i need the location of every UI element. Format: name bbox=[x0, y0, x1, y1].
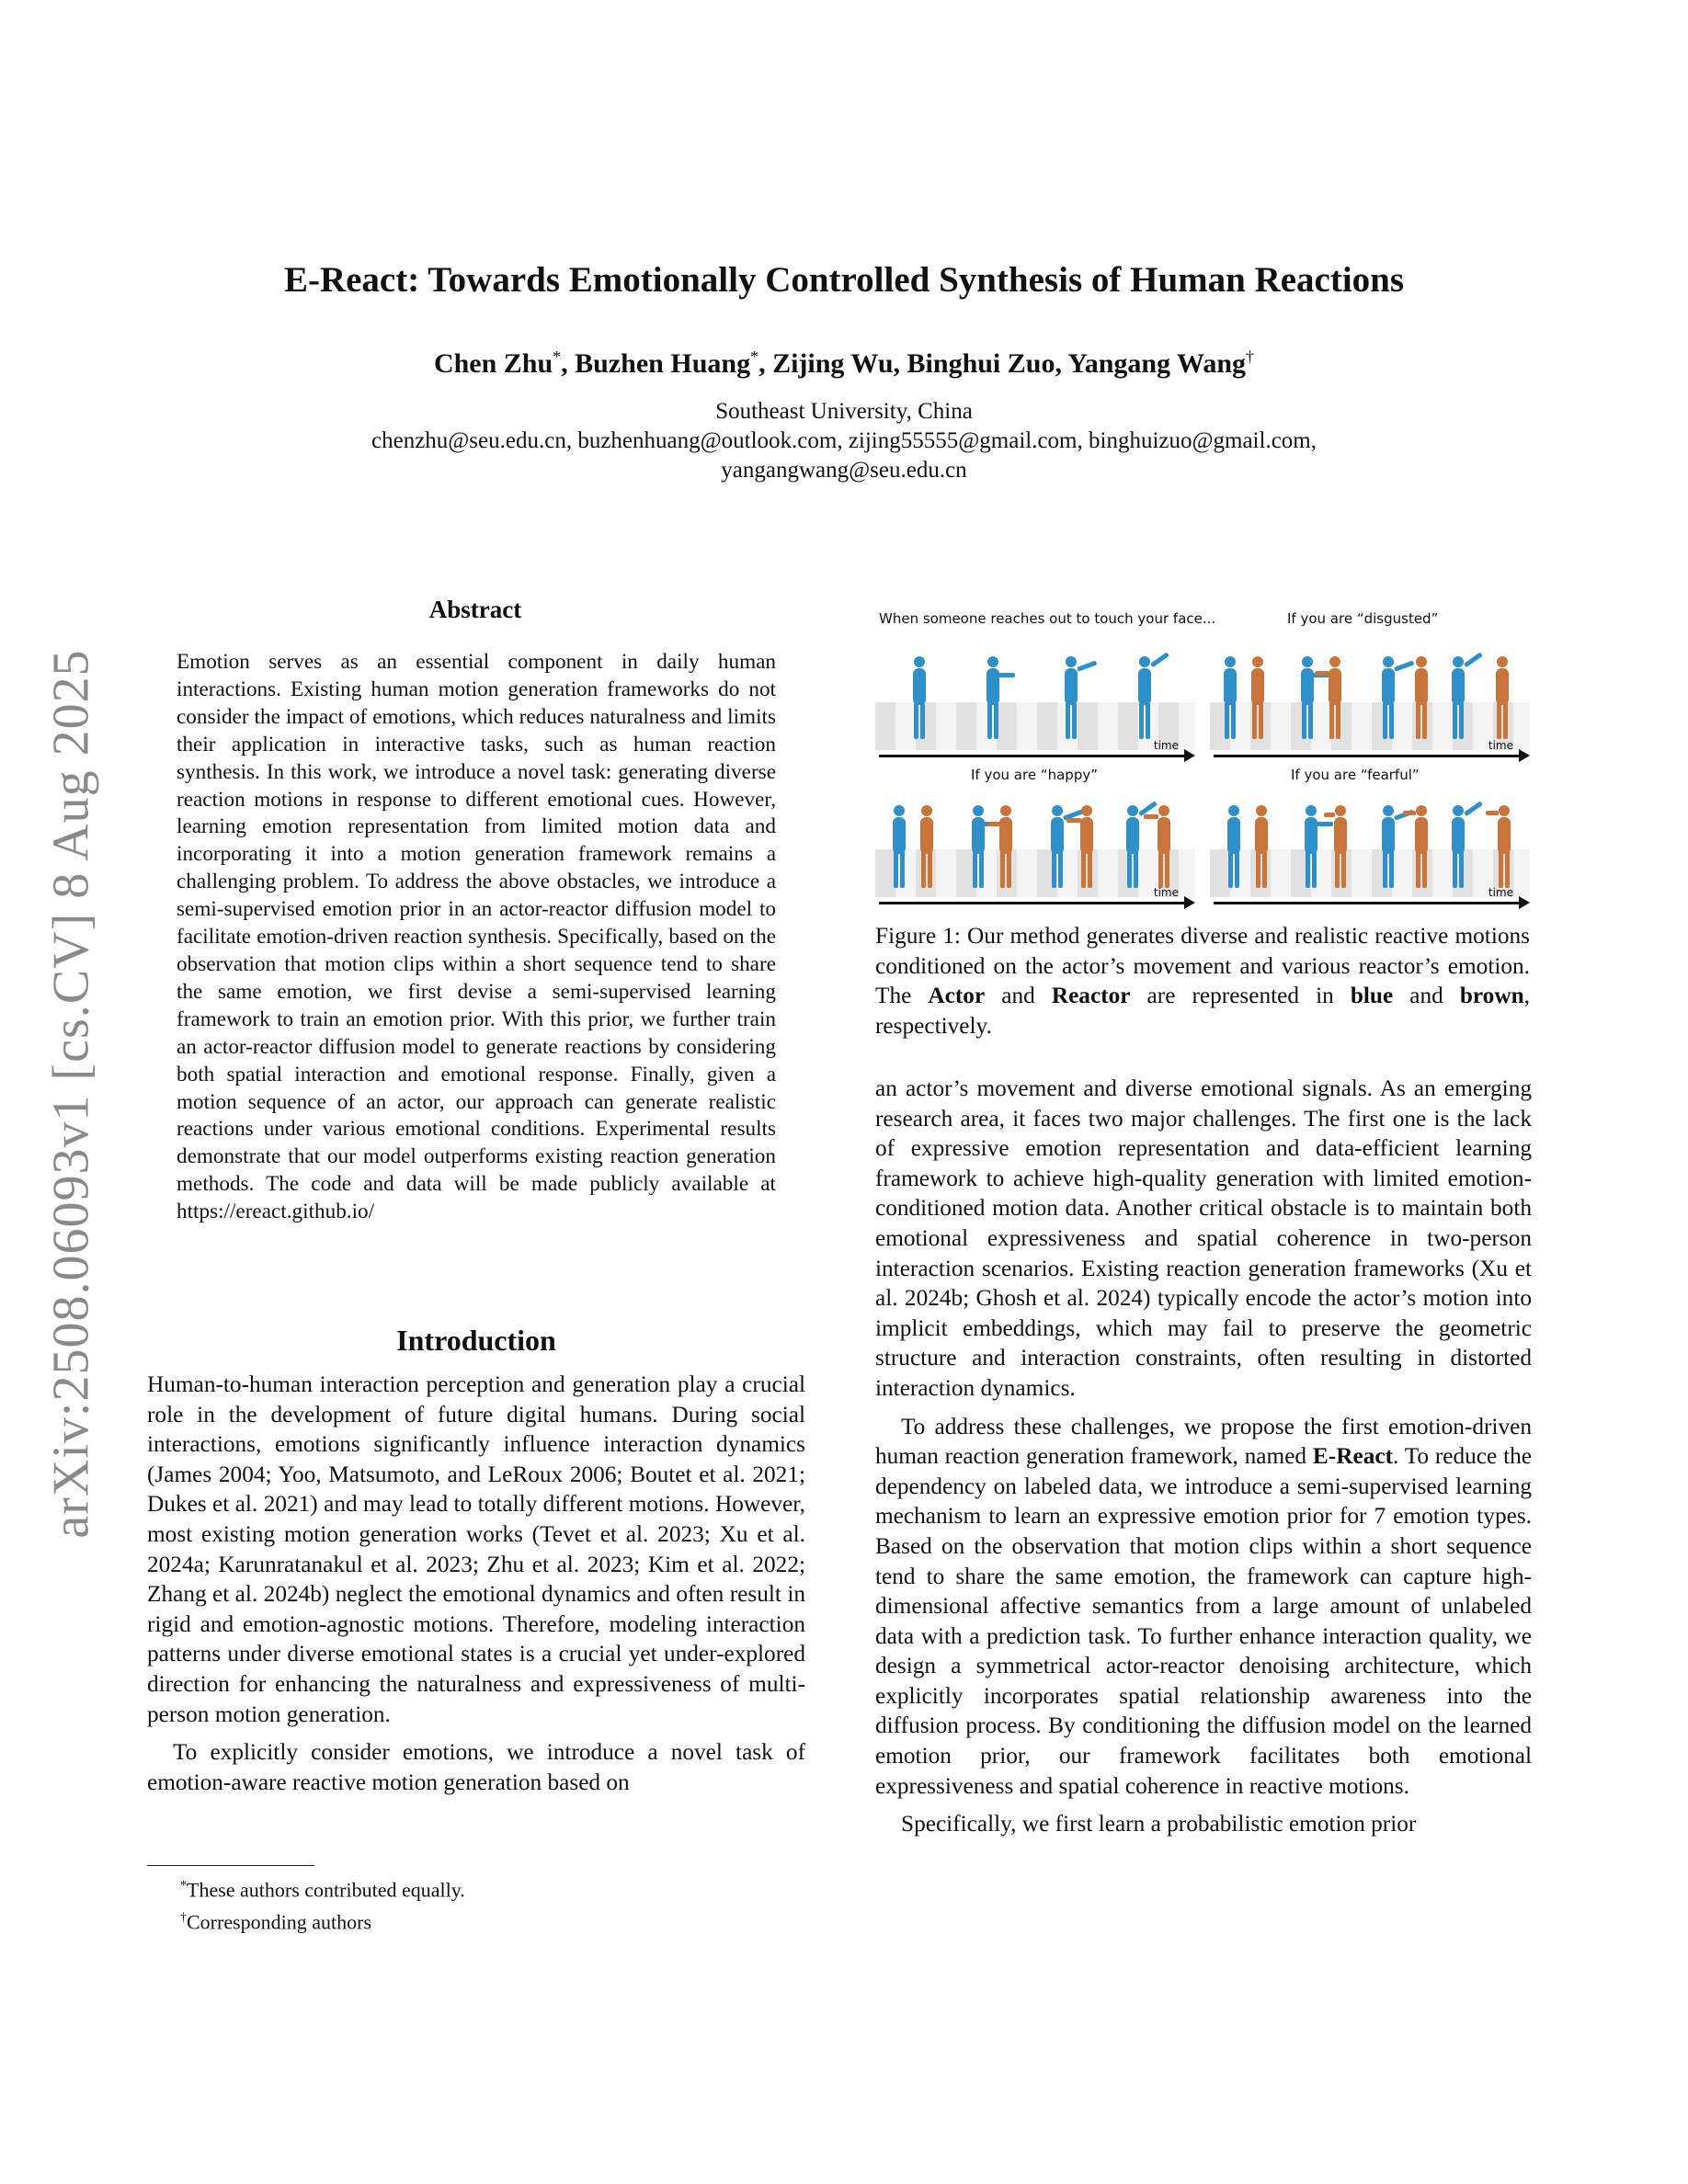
intro-paragraph-2: To explicitly consider emotions, we introduce a novel task of emotion-aware reactive motion generation based on bbox=[147, 1739, 805, 1795]
author-1: Chen Zhu bbox=[433, 348, 553, 379]
affiliation-block bbox=[0, 397, 1688, 485]
happy-figures bbox=[875, 789, 1195, 910]
blue-term: blue bbox=[1350, 983, 1394, 1009]
right-column-body bbox=[875, 1074, 1532, 1839]
right-paragraph-2: To address these challenges, we propose the first emotion-driven human reaction generation framework, named E-React. To reduce the dependency on labeled data, we introduce a semi-supervised learning mechanism to learn an expressive emotion prior for 7 emotion types. Based on the observation that motion clips within a short sequence tend to share the same emotion, the framework can capture high-dimensional affective semantics from a large amount of unlabeled data with a prediction task. To further enhance interaction quality, we design a symmetrical actor-reactor denoising architecture, which explicitly incorporates spatial relationship awareness into the diffusion process. By conditioning the diffusion model on the learned emotion prior, our framework facilitates both emotional expressiveness and spatial coherence in reactive motions. bbox=[875, 1413, 1532, 1799]
figure-panel-actor-only bbox=[875, 634, 1195, 763]
time-label: time bbox=[1153, 886, 1179, 899]
method-name: E-React bbox=[1312, 1443, 1394, 1470]
figure-label-top-right: If you are “disgusted” bbox=[1287, 610, 1439, 627]
emails-line-1: chenzhu@seu.edu.cn, buzhenhuang@outlook.com, zijing55555@gmail.com, binghuizuo@gmail.com, bbox=[371, 428, 1317, 453]
fearful-figures bbox=[1210, 789, 1530, 910]
figure-label-bottom-left: If you are “happy” bbox=[971, 767, 1098, 783]
figure-label-bottom-right: If you are “fearful” bbox=[1291, 767, 1420, 783]
figure-1-caption: Figure 1: Our method generates diverse and realistic reactive motions conditioned on the actor’s movement and various reactor’s emotion. The Actor and Reactor are represented in blue and brown, respectively. bbox=[875, 923, 1530, 1039]
time-label: time bbox=[1153, 739, 1179, 752]
figure-panel-fearful bbox=[1210, 789, 1530, 910]
footnotes bbox=[180, 1871, 465, 1937]
author-2: Buzhen Huang bbox=[575, 348, 751, 379]
abstract-heading: Abstract bbox=[428, 596, 522, 623]
time-label: time bbox=[1488, 886, 1513, 899]
paper-title: E-React: Towards Emotionally Controlled Synthesis of Human Reactions bbox=[283, 260, 1405, 300]
figure-panel-disgusted bbox=[1210, 634, 1530, 763]
right-paragraph-1: an actor’s movement and diverse emotional signals. As an emerging research area, it faces two major challenges. The first one is the lack of expressive emotion representation and data-efficient learning framework to achieve high-quality generation with limited emotion-conditioned motion data. Another critical obstacle is to maintain both emotional expressiveness and spatial coherence in two-person interaction scenarios. Existing reaction generation frameworks (Xu et al. 2024b; Ghosh et al. 2024) typically encode the actor’s motion into implicit embeddings, which may fail to preserve the geometric structure and interaction constraints, often resulting in distorted interaction dynamics. bbox=[875, 1075, 1532, 1401]
reactor-term: Reactor bbox=[1051, 983, 1131, 1009]
equal-contribution-mark: * bbox=[750, 347, 759, 366]
brown-term: brown bbox=[1459, 983, 1524, 1009]
figure-label-top-left: When someone reaches out to touch your face... bbox=[879, 610, 1216, 627]
equal-contribution-mark: * bbox=[553, 347, 562, 366]
time-arrow bbox=[1214, 902, 1526, 904]
corresponding-mark: † bbox=[1246, 347, 1255, 366]
figure-panel-happy bbox=[875, 789, 1195, 910]
left-column-body bbox=[147, 1370, 805, 1797]
disgusted-figures bbox=[1210, 634, 1530, 763]
time-arrow bbox=[879, 755, 1192, 757]
abstract-text: Emotion serves as an essential component in daily human interactions. Existing human motion generation frameworks do not consider the impact of emotions, which reduces naturalness and limits their application in interactive tasks, such as human reaction synthesis. In this work, we introduce a novel task: generating diverse reaction motions in response to different emotional cues. However, learning emotion representation from limited motion data and incorporating it into a motion generation framework remains a challenging problem. To address the above obstacles, we introduce a semi-supervised emotion prior in an actor-reactor diffusion model to facilitate emotion-driven reaction synthesis. Specifically, based on the observation that motion clips within a short sequence tend to share the same emotion, we first devise a semi-supervised learning framework to train an emotion prior. With this prior, we further train an actor-reactor diffusion model to generate reactions by considering both spatial interaction and emotional response. Finally, given a motion sequence of an actor, our approach can generate realistic reactions under various emotional conditions. Experimental results demonstrate that our model outperforms existing reaction generation methods. The code and data will be made publicly available at https://ereact.github.io/ bbox=[177, 650, 776, 1224]
intro-paragraph-1: Human-to-human interaction perception and generation play a crucial role in the development of future digital humans. During social interactions, emotions significantly influence interaction dynamics (James 2004; Yoo, Matsumoto, and LeRoux 2006; Boutet et al. 2021; Dukes et al. 2021) and may lead to totally different motions. However, most existing motion generation works (Tevet et al. 2023; Xu et al. 2024a; Karunratanakul et al. 2023; Zhu et al. 2023; Kim et al. 2022; Zhang et al. 2024b) neglect the emotional dynamics and often result in rigid and emotion-agnostic motions. Therefore, modeling interaction patterns under diverse emotional states is a crucial yet under-explored direction for enhancing the naturalness and expressiveness of multi-person motion generation. bbox=[147, 1371, 805, 1727]
emails-line-2: yangangwang@seu.edu.cn bbox=[721, 458, 967, 483]
actor-term: Actor bbox=[928, 983, 986, 1009]
introduction-heading: Introduction bbox=[396, 1324, 556, 1357]
other-authors: Zijing Wu, Binghui Zuo, Yangang Wang bbox=[772, 348, 1247, 379]
time-label: time bbox=[1488, 739, 1513, 752]
figure-1 bbox=[875, 607, 1530, 910]
footnote-1: *These authors contributed equally. bbox=[180, 1878, 465, 1902]
footnote-rule bbox=[147, 1865, 314, 1866]
author-list: Chen Zhu*, Buzhen Huang*, Zijing Wu, Binghui Zuo, Yangang Wang† bbox=[433, 347, 1255, 379]
footnote-2: †Corresponding authors bbox=[180, 1910, 372, 1934]
right-paragraph-3: Specifically, we first learn a probabilistic emotion prior bbox=[901, 1811, 1417, 1837]
time-arrow bbox=[879, 902, 1192, 904]
arxiv-sidebar bbox=[35, 616, 108, 1572]
arxiv-identifier: arXiv:2508.06093v1 [cs.CV] 8 Aug 2025 bbox=[43, 649, 100, 1539]
actor-figures bbox=[875, 634, 1195, 763]
time-arrow bbox=[1214, 755, 1526, 757]
affiliation: Southeast University, China bbox=[715, 399, 973, 424]
